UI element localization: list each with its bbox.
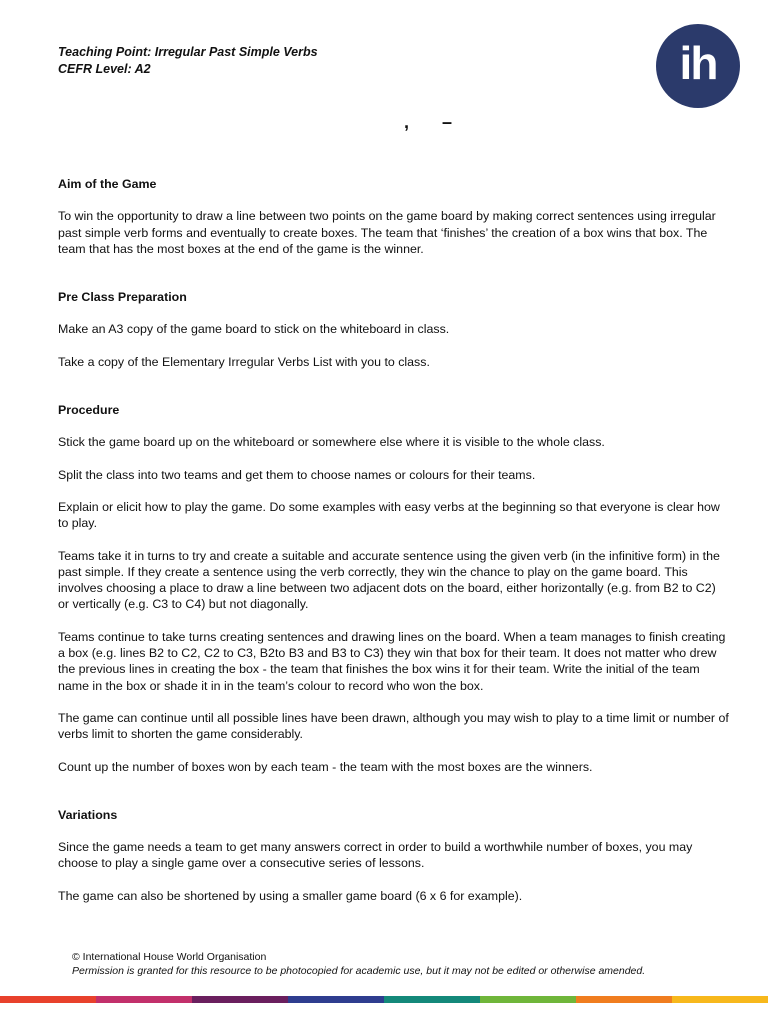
document-body bbox=[58, 176, 730, 936]
brand-color-bar bbox=[0, 996, 768, 1003]
document-header bbox=[58, 44, 318, 78]
color-bar-segment bbox=[192, 996, 288, 1003]
color-bar-segment bbox=[576, 996, 672, 1003]
section-pre-class-preparation bbox=[58, 289, 730, 370]
permission-notice: Permission is granted for this resource to be photocopied for academic use, but it may not be edited or otherwise amended. bbox=[72, 965, 646, 977]
teaching-point: Teaching Point: Irregular Past Simple Verbs bbox=[58, 45, 318, 59]
paragraph: Since the game needs a team to get many answers correct in order to build a worthwhile number of boxes, you may choose to play a single game over a consecutive series of lessons. bbox=[58, 840, 693, 871]
paragraph: The game can continue until all possible lines have been drawn, although you may wish to play to a time limit or number of verbs limit to shorten the game considerably. bbox=[58, 710, 729, 742]
paragraph: Take a copy of the Elementary Irregular Verbs List with you to class. bbox=[58, 354, 430, 369]
color-bar-segment bbox=[288, 996, 384, 1003]
section-variations bbox=[58, 807, 730, 904]
paragraph: Count up the number of boxes won by each team - the team with the most boxes are the winners. bbox=[58, 759, 593, 774]
copyright-notice: © International House World Organisation bbox=[72, 951, 267, 963]
paragraph: To win the opportunity to draw a line between two points on the game board by making correct sentences using irregular past simple verb forms and eventually to create boxes. The team that ‘finishes’ the creation of a box wins that box. The team that has the most boxes at the end of the game is the winner. bbox=[58, 209, 716, 256]
color-bar-segment bbox=[384, 996, 480, 1003]
color-bar-segment bbox=[0, 996, 96, 1003]
cefr-level: CEFR Level: A2 bbox=[58, 62, 151, 76]
paragraph: The game can also be shortened by using a smaller game board (6 x 6 for example). bbox=[58, 888, 523, 903]
color-bar-segment bbox=[480, 996, 576, 1003]
paragraph: Stick the game board up on the whiteboard or somewhere else where it is visible to the whole class. bbox=[58, 435, 605, 450]
color-bar-segment bbox=[672, 996, 768, 1003]
title-marks: , – bbox=[404, 112, 467, 132]
section-heading: Procedure bbox=[58, 403, 120, 418]
paragraph: Explain or elicit how to play the game. Do some examples with easy verbs at the beginning so that everyone is clear how to play. bbox=[58, 499, 720, 531]
logo-text: ih bbox=[679, 37, 717, 89]
document-footer bbox=[72, 950, 645, 978]
section-heading: Variations bbox=[58, 807, 118, 822]
paragraph: Teams take it in turns to try and create a suitable and accurate sentence using the given verb (in the infinitive form) in the past simple. If they create a sentence using the verb correctly, they win the chance to play on the game board. This involves choosing a place to draw a line between two adjacent dots on the board, either horizontally (e.g. from B2 to C2) or vertically (e.g. C3 to C4) but not diagonally. bbox=[58, 548, 720, 612]
section-procedure bbox=[58, 402, 730, 775]
paragraph: Make an A3 copy of the game board to stick on the whiteboard in class. bbox=[58, 322, 450, 337]
section-heading: Pre Class Preparation bbox=[58, 290, 187, 305]
paragraph: Split the class into two teams and get them to choose names or colours for their teams. bbox=[58, 467, 536, 482]
paragraph: Teams continue to take turns creating sentences and drawing lines on the board. When a team manages to finish creating a box (e.g. lines B2 to C2, C2 to C3, B2to B3 and B3 to C3) they win that box for their team. It does not matter who drew the previous lines in creating the box - the team that finishes the box wins it for their team. Write the initial of the team name in the box or shade it in in the team’s colour to record who won the box. bbox=[58, 629, 726, 693]
color-bar-segment bbox=[96, 996, 192, 1003]
section-heading: Aim of the Game bbox=[58, 177, 157, 191]
section-aim bbox=[58, 176, 730, 257]
ih-logo bbox=[656, 24, 740, 108]
